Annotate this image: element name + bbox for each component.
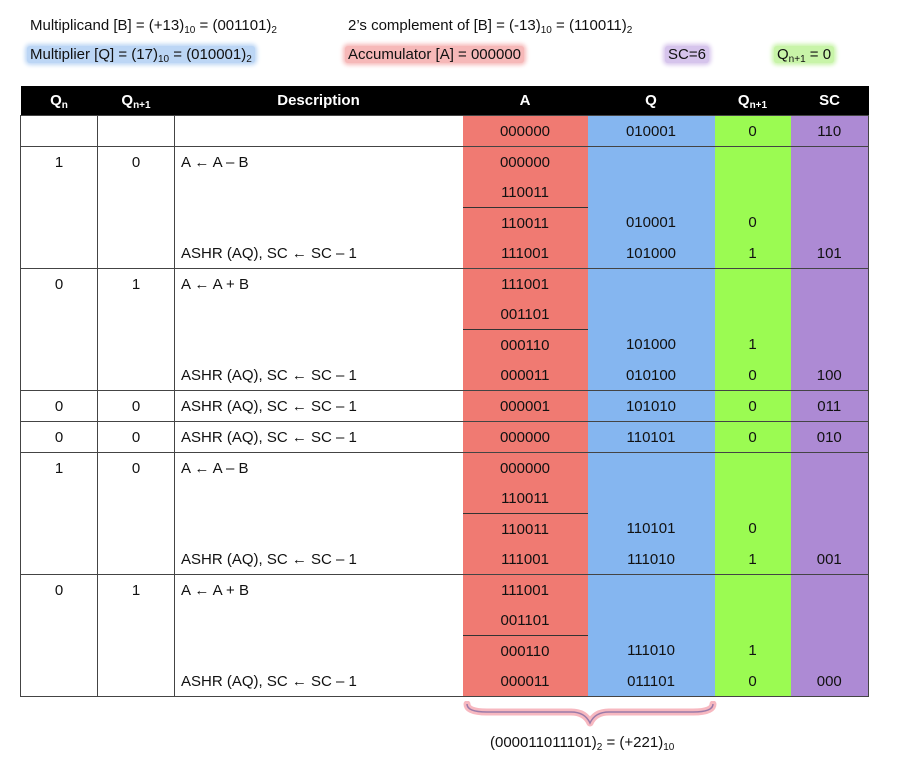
qn-cell: 1 [21, 453, 98, 484]
q-cell: 111010 [588, 544, 715, 575]
a-cell: 000000 [463, 422, 588, 453]
sc-cell [791, 299, 869, 330]
q-cell: 010001 [588, 208, 715, 239]
q-cell [588, 177, 715, 208]
qn1-out-cell: 0 [715, 208, 791, 239]
column-header-a: A [463, 86, 588, 116]
multiplicand-label: Multiplicand $[B] = (+13)_{10} = (001101)_2$ [30, 17, 277, 36]
qn1-cell [98, 636, 175, 667]
qn1-cell [98, 514, 175, 545]
qn1-cell [98, 208, 175, 239]
qn-cell: 1 [21, 147, 98, 178]
description-cell: A ← A – B [175, 453, 463, 484]
q-cell: 110101 [588, 422, 715, 453]
sc-cell: 110 [791, 116, 869, 147]
qn1-out-cell: 0 [715, 116, 791, 147]
qn1-cell: 1 [98, 575, 175, 606]
qn-cell [21, 605, 98, 636]
sc-cell: 100 [791, 360, 869, 391]
q-cell [588, 269, 715, 300]
a-cell: 110011 [463, 208, 588, 239]
description-cell: ASHR (AQ), SC ← SC – 1 [175, 422, 463, 453]
qn1-cell [98, 360, 175, 391]
booth-table-container [20, 86, 868, 697]
column-header-sc: SC [791, 86, 869, 116]
a-cell: 000011 [463, 360, 588, 391]
sequence-counter-label: SC=6 [665, 46, 709, 63]
result-label: $(000011011101)_2 = (+221)_{10}$ [490, 734, 675, 753]
description-cell [175, 514, 463, 545]
description-cell: ASHR (AQ), SC ← SC – 1 [181, 244, 357, 262]
description-cell: A ← A + B [175, 575, 463, 606]
table-row [21, 269, 869, 300]
table-row [21, 238, 869, 269]
table-row [21, 453, 869, 484]
qn-cell [21, 483, 98, 514]
description-cell: ASHR (AQ), SC ← SC – 1 [181, 550, 357, 568]
description-cell [175, 116, 463, 147]
a-cell: 001101 [463, 605, 588, 636]
qn-cell [21, 544, 98, 575]
q-cell [588, 575, 715, 606]
description-cell [175, 636, 463, 667]
qn1-out-cell: 0 [715, 666, 791, 697]
a-cell: 110011 [463, 177, 588, 208]
qn-cell [21, 514, 98, 545]
sc-cell [791, 636, 869, 667]
q-cell: 010100 [588, 360, 715, 391]
q-cell [588, 483, 715, 514]
qn1-out-cell [715, 483, 791, 514]
table-row [21, 330, 869, 361]
qn-cell [21, 238, 98, 269]
qn1-out-cell [715, 299, 791, 330]
sc-cell [791, 483, 869, 514]
qn-cell [21, 116, 98, 147]
qn1-out-cell: 0 [715, 422, 791, 453]
accumulator-label: Accumulator [A] = 000000 [345, 46, 524, 63]
qn-cell: 0 [21, 422, 98, 453]
qn1-initial-label: $Q_{n+1} = 0$ [774, 46, 834, 63]
qn-cell [21, 330, 98, 361]
column-header-q: Q [588, 86, 715, 116]
qn1-cell [98, 330, 175, 361]
qn-cell [21, 636, 98, 667]
qn1-out-cell: 1 [715, 330, 791, 361]
q-cell: 010001 [588, 116, 715, 147]
qn1-cell: 0 [98, 453, 175, 484]
sc-cell: 101 [791, 238, 869, 269]
qn1-cell [98, 605, 175, 636]
qn-cell [21, 208, 98, 239]
table-row [21, 514, 869, 545]
table-row [21, 575, 869, 606]
column-header-qn1: $Q_{n+1}$ [98, 86, 175, 116]
sc-cell [791, 605, 869, 636]
description-cell: ASHR (AQ), SC ← SC – 1 [175, 391, 463, 422]
a-cell: 111001 [463, 575, 588, 606]
qn1-out-cell [715, 453, 791, 484]
a-cell: 000001 [463, 391, 588, 422]
qn1-cell [98, 116, 175, 147]
qn-cell [21, 666, 98, 697]
description-cell: A ← A – B [175, 147, 463, 178]
sc-cell [791, 575, 869, 606]
table-row [21, 177, 869, 208]
sc-cell [791, 208, 869, 239]
q-cell: 101000 [588, 238, 715, 269]
table-row [21, 116, 869, 147]
sc-cell: 011 [791, 391, 869, 422]
a-cell: 000000 [463, 147, 588, 178]
qn-cell [21, 177, 98, 208]
q-cell: 101000 [588, 330, 715, 361]
qn1-cell: 0 [98, 422, 175, 453]
table-row [21, 147, 869, 178]
q-cell [588, 299, 715, 330]
qn1-cell [98, 666, 175, 697]
table-row [21, 605, 869, 636]
brace-icon [463, 701, 719, 731]
qn1-cell [98, 299, 175, 330]
qn1-out-cell: 0 [715, 391, 791, 422]
table-row [21, 360, 869, 391]
qn1-cell [98, 177, 175, 208]
booth-multiplication-table [20, 86, 869, 697]
sc-cell: 000 [791, 666, 869, 697]
q-cell: 101010 [588, 391, 715, 422]
a-cell: 000110 [463, 636, 588, 667]
qn1-out-cell [715, 575, 791, 606]
description-cell: ASHR (AQ), SC ← SC – 1 [181, 366, 357, 384]
table-header-row [21, 86, 869, 116]
qn1-cell [98, 238, 175, 269]
description-cell [175, 299, 463, 330]
sc-cell [791, 330, 869, 361]
qn1-out-cell [715, 177, 791, 208]
sc-cell: 010 [791, 422, 869, 453]
table-row [21, 391, 869, 422]
qn1-cell: 1 [98, 269, 175, 300]
qn1-out-cell: 0 [715, 514, 791, 545]
q-cell [588, 147, 715, 178]
qn-cell: 0 [21, 269, 98, 300]
a-cell: 000000 [463, 116, 588, 147]
qn1-out-cell: 1 [715, 636, 791, 667]
qn1-out-cell [715, 269, 791, 300]
qn1-cell [98, 544, 175, 575]
sc-cell [791, 453, 869, 484]
description-cell: ASHR (AQ), SC ← SC – 1 [175, 666, 463, 697]
a-cell: 000000 [463, 453, 588, 484]
qn1-out-cell: 1 [715, 544, 791, 575]
q-cell [588, 453, 715, 484]
qn-cell: 0 [21, 575, 98, 606]
a-cell: 000011 [463, 666, 588, 697]
a-cell: 111001 [463, 544, 588, 575]
a-cell: 001101 [463, 299, 588, 330]
qn1-out-cell [715, 147, 791, 178]
q-cell: 011101 [588, 666, 715, 697]
table-row [21, 544, 869, 575]
sc-cell [791, 147, 869, 178]
description-cell [175, 177, 463, 208]
qn-cell: 0 [21, 391, 98, 422]
q-cell: 111010 [588, 636, 715, 667]
qn1-out-cell [715, 605, 791, 636]
qn1-cell: 0 [98, 391, 175, 422]
description-cell [175, 483, 463, 514]
description-cell [175, 208, 463, 239]
sc-cell [791, 514, 869, 545]
q-cell [588, 605, 715, 636]
column-header-qn1-out: $Q_{n+1}$ [715, 86, 791, 116]
table-row [21, 636, 869, 667]
qn-cell [21, 360, 98, 391]
sc-cell [791, 177, 869, 208]
column-header-description: Description [175, 86, 463, 116]
table-row [21, 483, 869, 514]
table-row [21, 208, 869, 239]
a-cell: 110011 [463, 483, 588, 514]
q-cell: 110101 [588, 514, 715, 545]
description-cell: A ← A + B [175, 269, 463, 300]
a-cell: 000110 [463, 330, 588, 361]
qn1-out-cell: 1 [715, 238, 791, 269]
table-row [21, 666, 869, 697]
sc-cell: 001 [791, 544, 869, 575]
multiplier-label: Multiplier $[Q] = (17)_{10} = (010001)_2$ [27, 46, 255, 63]
qn1-out-cell: 0 [715, 360, 791, 391]
description-cell [175, 330, 463, 361]
column-header-qn: $Q_n$ [21, 86, 98, 116]
table-row [21, 299, 869, 330]
description-cell [175, 605, 463, 636]
table-row [21, 422, 869, 453]
a-cell: 111001 [463, 238, 588, 269]
twos-complement-label: 2’s complement of $[B] = (-13)_{10} = (110011)_2$ [348, 17, 633, 36]
table-body [21, 116, 869, 697]
qn1-cell: 0 [98, 147, 175, 178]
qn-cell [21, 299, 98, 330]
sc-cell [791, 269, 869, 300]
a-cell: 110011 [463, 514, 588, 545]
a-cell: 111001 [463, 269, 588, 300]
qn1-cell [98, 483, 175, 514]
